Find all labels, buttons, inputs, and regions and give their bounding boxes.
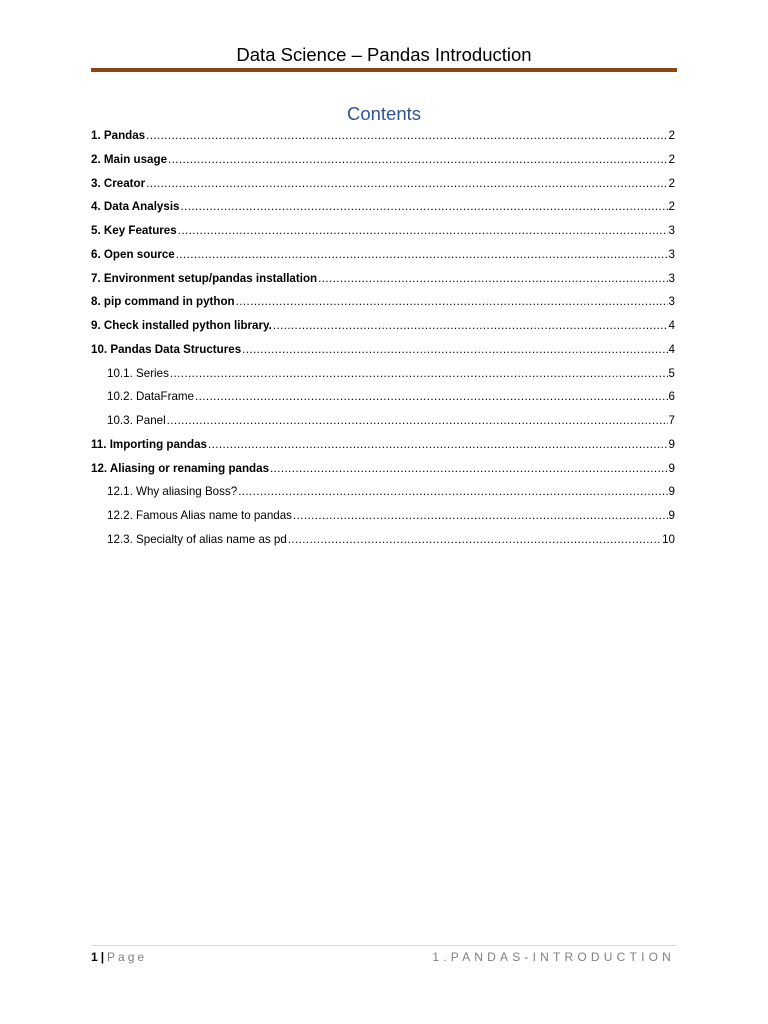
toc-dot-leader bbox=[146, 124, 667, 148]
toc-entry-label: 2. Main usage bbox=[91, 152, 168, 166]
toc-dot-leader bbox=[167, 409, 668, 433]
header-rule bbox=[91, 68, 677, 72]
toc-dot-leader bbox=[270, 457, 668, 481]
toc-entry-label: 10. Pandas Data Structures bbox=[91, 342, 242, 356]
toc-dot-leader bbox=[208, 433, 668, 457]
toc-entry[interactable] bbox=[91, 362, 675, 386]
toc-entry-page-number: 3 bbox=[668, 224, 675, 237]
footer-page-word: Page bbox=[107, 950, 148, 964]
header-title: Data Science – Pandas Introduction bbox=[236, 44, 532, 65]
toc-entry-page-number: 9 bbox=[668, 485, 675, 499]
toc-entry[interactable] bbox=[91, 528, 675, 552]
toc-entry-label: 12.2. Famous Alias name to pandas bbox=[107, 509, 292, 522]
toc-dot-leader bbox=[236, 290, 668, 314]
toc-entry[interactable] bbox=[91, 504, 675, 528]
toc-dot-leader bbox=[168, 148, 668, 172]
toc-entry[interactable] bbox=[91, 172, 675, 196]
toc-entry[interactable] bbox=[91, 219, 675, 243]
toc-dot-leader bbox=[273, 314, 668, 338]
toc-entry-label: 10.1. Series bbox=[107, 366, 169, 380]
toc-entry[interactable] bbox=[91, 409, 675, 433]
toc-entry-page-number: 6 bbox=[668, 390, 675, 404]
toc-dot-leader bbox=[176, 243, 668, 267]
toc-entry-label: 10.2. DataFrame bbox=[107, 390, 194, 404]
toc-dot-leader bbox=[293, 504, 668, 528]
toc-entry-label: 3. Creator bbox=[91, 176, 146, 190]
toc-entry[interactable] bbox=[91, 338, 675, 362]
footer-rule bbox=[91, 945, 677, 946]
toc-entry-page-number: 2 bbox=[668, 176, 675, 190]
toc-entry-label: 7. Environment setup/pandas installation bbox=[91, 271, 318, 285]
toc-entry-page-number: 9 bbox=[668, 509, 675, 522]
toc-entry-label: 12.1. Why aliasing Boss? bbox=[107, 485, 238, 499]
toc-entry[interactable] bbox=[91, 243, 675, 267]
toc-entry[interactable] bbox=[91, 457, 675, 481]
toc-entry[interactable] bbox=[91, 314, 675, 338]
toc-entry-label: 11. Importing pandas bbox=[91, 437, 207, 451]
toc-entry-page-number: 3 bbox=[668, 247, 675, 261]
toc-entry[interactable] bbox=[91, 433, 675, 457]
toc-entry-label: 12.3. Specialty of alias name as pd bbox=[107, 532, 287, 546]
toc-dot-leader bbox=[288, 528, 661, 552]
toc-entry-page-number: 4 bbox=[668, 342, 675, 356]
footer-page-label bbox=[91, 948, 147, 966]
toc-entry-page-number: 9 bbox=[668, 461, 675, 475]
toc-entry-page-number: 2 bbox=[668, 152, 675, 166]
toc-entry-label: 10.3. Panel bbox=[107, 414, 166, 427]
toc-entry-label: 8. pip command in python bbox=[91, 295, 235, 309]
footer-section-name: 1.PANDAS-INTRODUCTION bbox=[432, 950, 675, 964]
toc-entry[interactable] bbox=[91, 124, 675, 148]
toc-entry-page-number: 3 bbox=[668, 295, 675, 309]
toc-dot-leader bbox=[146, 172, 667, 196]
toc-heading: Contents bbox=[346, 103, 422, 124]
toc-entry[interactable] bbox=[91, 290, 675, 314]
toc-dot-leader bbox=[238, 480, 667, 504]
toc-dot-leader bbox=[195, 385, 668, 409]
toc-entry-page-number: 7 bbox=[668, 414, 675, 427]
toc-entry[interactable] bbox=[91, 385, 675, 409]
toc-entry-label: 1. Pandas bbox=[91, 129, 146, 142]
toc-dot-leader bbox=[170, 362, 668, 386]
toc-entry-page-number: 5 bbox=[668, 366, 675, 380]
toc-entry[interactable] bbox=[91, 267, 675, 291]
toc-entry[interactable] bbox=[91, 195, 675, 219]
toc-entry-label: 5. Key Features bbox=[91, 224, 177, 237]
toc-dot-leader bbox=[318, 267, 667, 291]
toc-entry-page-number: 3 bbox=[668, 271, 675, 285]
toc-entry-page-number: 10 bbox=[662, 532, 675, 546]
footer-separator: | bbox=[100, 950, 105, 964]
toc-entry-page-number: 9 bbox=[668, 437, 675, 451]
toc-entry-page-number: 2 bbox=[668, 200, 675, 214]
toc-entry[interactable] bbox=[91, 480, 675, 504]
toc-entry-label: 9. Check installed python library. bbox=[91, 319, 272, 332]
table-of-contents bbox=[91, 124, 675, 552]
toc-entry-label: 12. Aliasing or renaming pandas bbox=[91, 461, 270, 475]
toc-entry-label: 6. Open source bbox=[91, 247, 175, 261]
toc-entry-page-number: 4 bbox=[668, 319, 675, 332]
toc-dot-leader bbox=[178, 219, 668, 243]
footer-page-number: 1 bbox=[91, 950, 98, 964]
toc-dot-leader bbox=[181, 195, 668, 219]
toc-entry[interactable] bbox=[91, 148, 675, 172]
toc-entry-label: 4. Data Analysis bbox=[91, 200, 180, 214]
toc-dot-leader bbox=[242, 338, 667, 362]
toc-entry-page-number: 2 bbox=[668, 129, 675, 142]
